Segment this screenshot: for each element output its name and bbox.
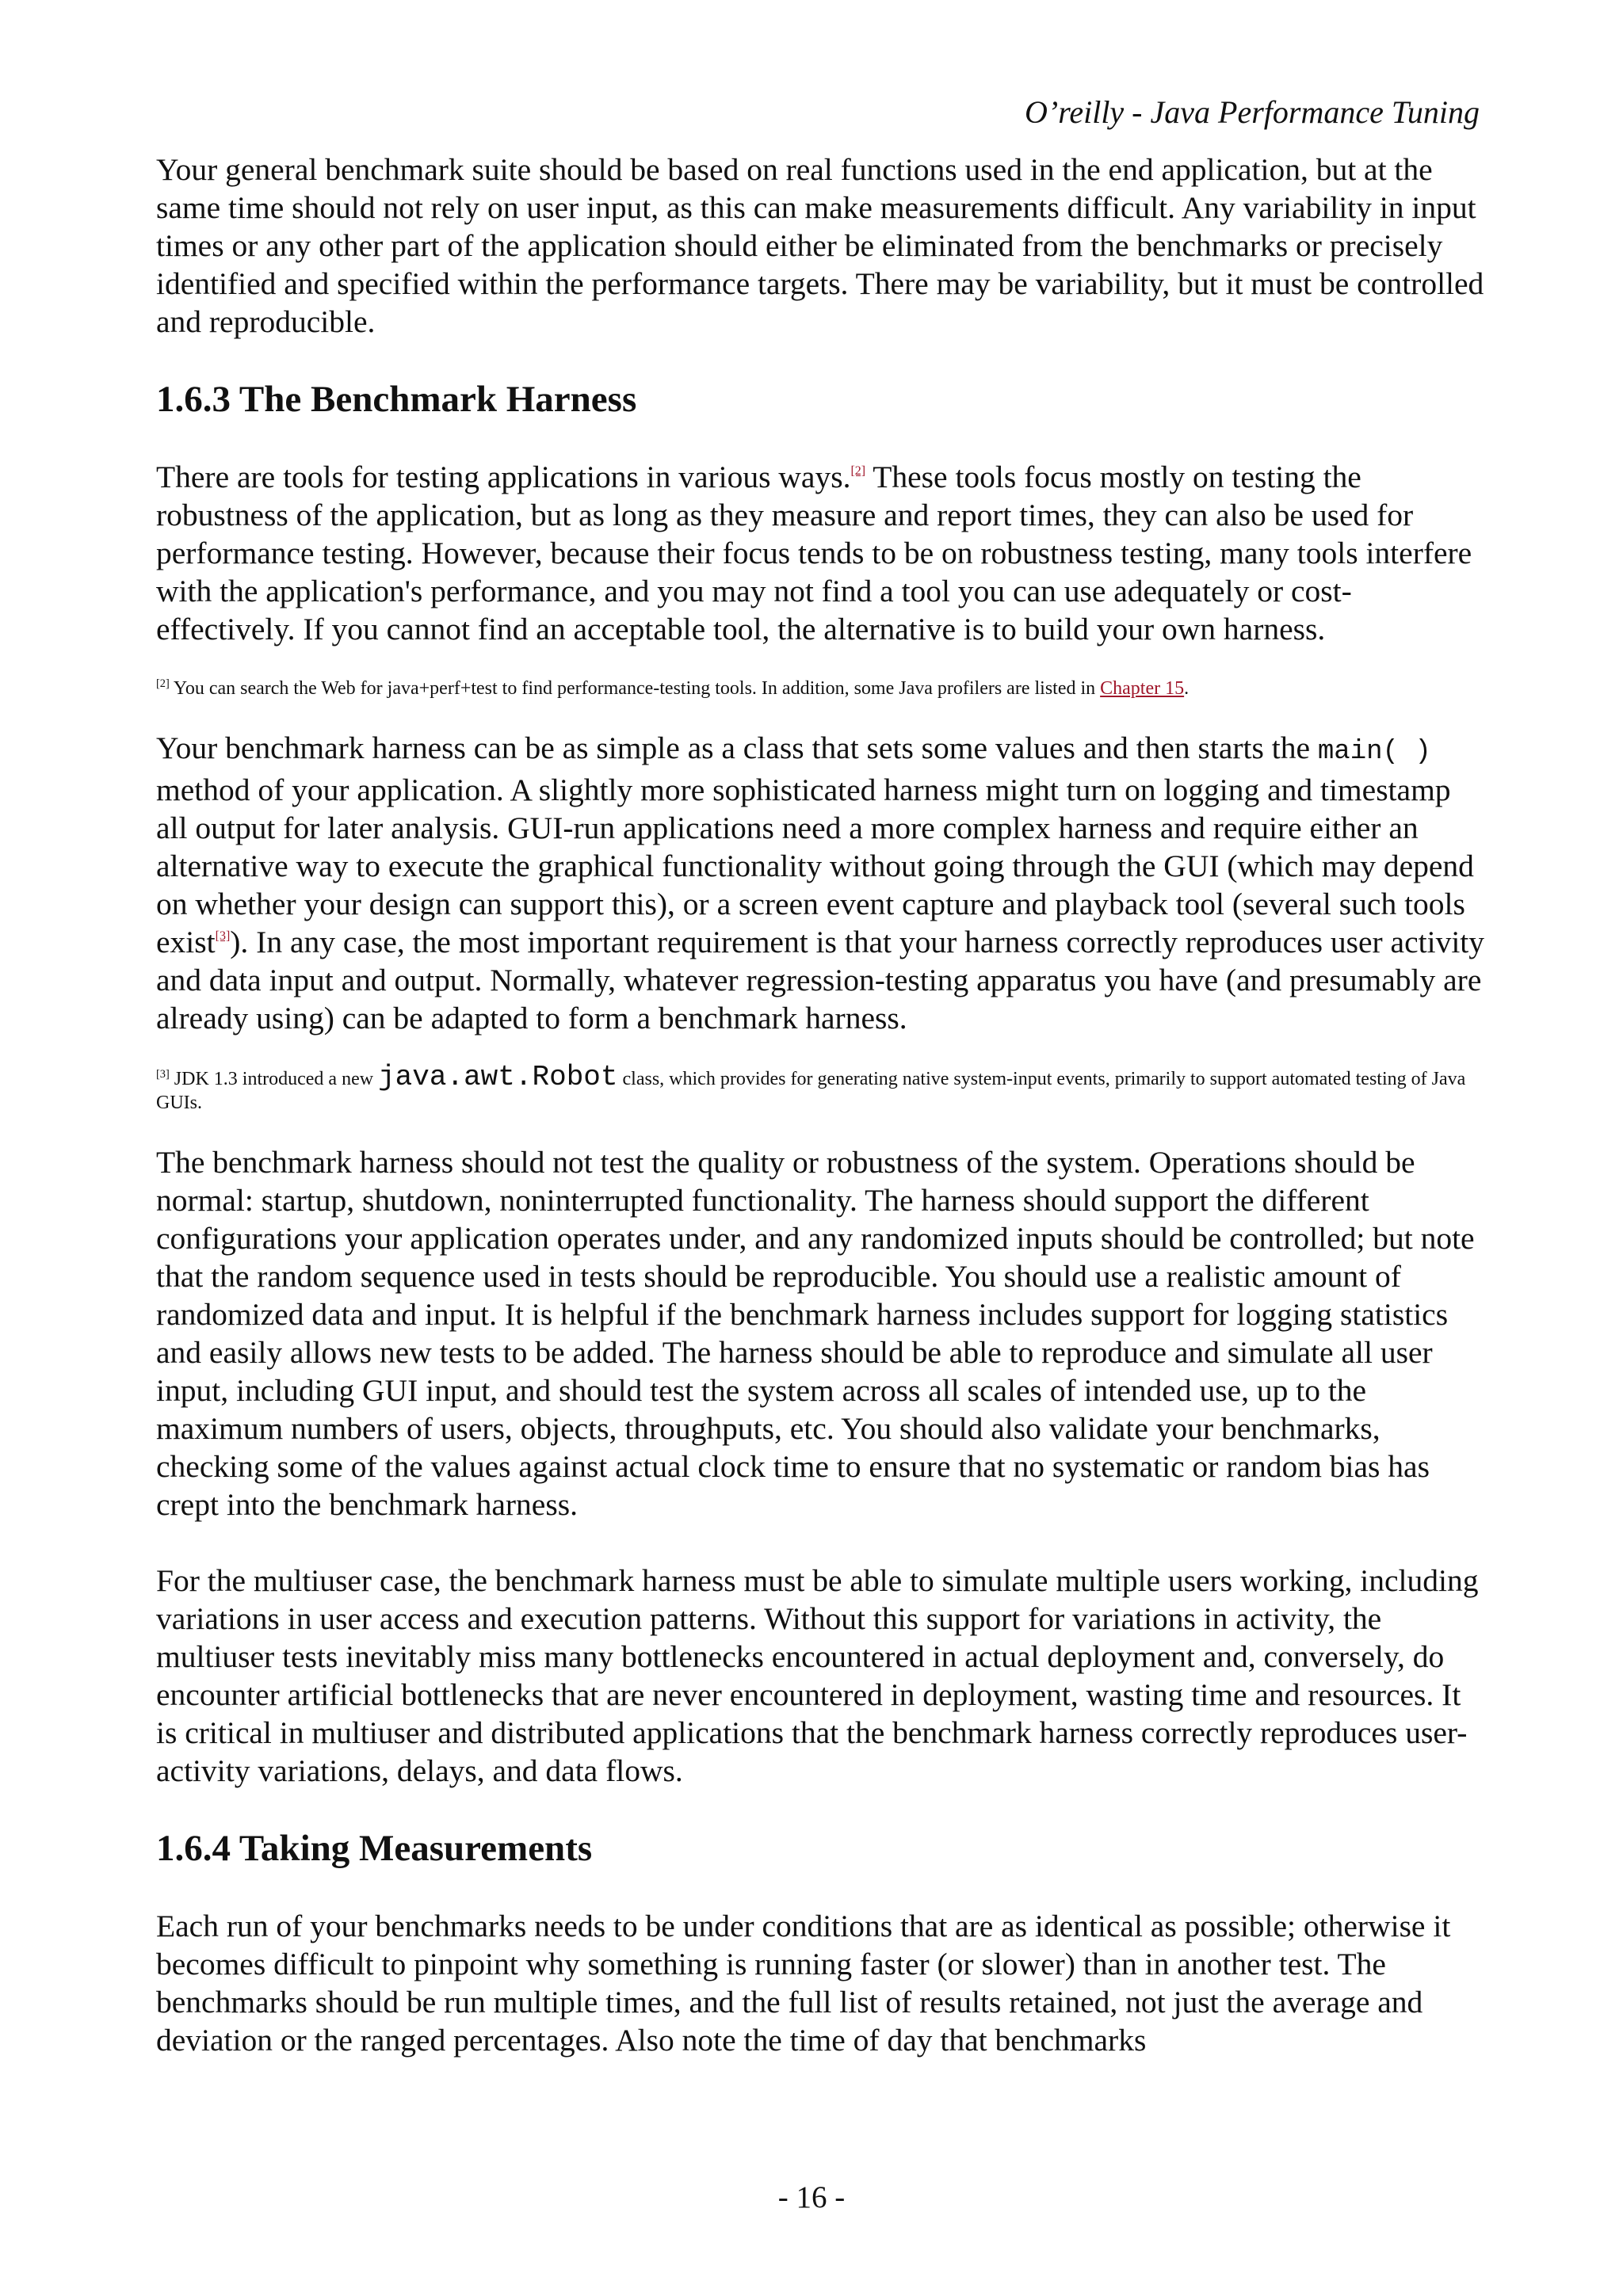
text-span: You can search the Web for java+perf+test to find performance-testing tools. In addition, some Java profilers are listed in [169,678,1101,699]
section-heading-taking-measurements: 1.6.4 Taking Measurements [156,1828,593,1869]
footnote-ref-3[interactable]: [3] [215,929,231,943]
footnote-ref-2[interactable]: [2] [850,464,866,478]
paragraph-multiuser: For the multiuser case, the benchmark harness must be able to simulate multiple users working, including variations in user access and execution patterns. Without this support for variations in activity, the multiuser tests inevitably miss many bottlenecks encountered in actual deployment and, conversely, do encounter artificial bottlenecks that are never encountered in deployment, wasting time and resources. It is critical in multiuser and distributed applications that the benchmark harness correctly reproduces user-activity variations, delays, and data flows. [156,1563,1479,1788]
footnote-3 [156,1061,1487,1115]
page-content [156,151,1487,2059]
chapter-15-link[interactable]: Chapter 15 [1100,678,1185,699]
paragraph-benchmark-suite: Your general benchmark suite should be based on real functions used in the end application, but at the same time should not rely on user input, as this can make measurements difficult. Any variability in input times or any other part of the application should either be eliminated from the benchmarks or precisely identified and specified within the performance targets. There may be variability, but it must be controlled and reproducible. [156,152,1484,339]
paragraph-harness-simple [156,729,1487,1037]
text-span: These tools focus mostly on testing the robustness of the application, but as long as they measure and report times, they can also be used for performance testing. However, because their focus tends to be on robustness testing, many tools interfere with the application's performance, and you may not find a tool you can use adequately or cost-effectively. If you cannot find an acceptable tool, the alternative is to build your own harness. [156,460,1472,646]
footnote-2 [156,677,1487,700]
code-main: main( ) [1317,737,1431,767]
code-robot: java.awt.Robot [378,1061,618,1093]
footnote-mark: [3] [156,1068,170,1081]
section-heading-benchmark-harness: 1.6.3 The Benchmark Harness [156,379,637,420]
text-span: ). In any case, the most important requirement is that your harness correctly reproduces user activity and data input and output. Normally, whatever regression-testing apparatus you have (and presumably are already using) can be adapted to form a benchmark harness. [156,925,1485,1035]
footnote-mark: [2] [156,677,170,690]
text-span: . [1184,678,1190,699]
text-span: Your benchmark harness can be as simple as a class that sets some values and then starts the [156,730,1318,765]
text-span: method of your application. A slightly more sophisticated harness might turn on logging and timestamp all output for later analysis. GUI-run applications need a more complex harness and require either an alternative way to execute the graphical functionality without going through the GUI (which may depend on whether your design can support this), or a screen event capture and playback tool (several such tools exist [156,772,1474,959]
paragraph-measurements: Each run of your benchmarks needs to be under conditions that are as identical as possible; otherwise it becomes difficult to pinpoint why something is running faster (or slower) than in another test. The benchmarks should be run multiple times, and the full list of results retained, not just the average and deviation or the ranged percentages. Also note the time of day that benchmarks [156,1909,1451,2058]
text-span: JDK 1.3 introduced a new [169,1069,379,1089]
text-span: class, which provides for generating native system-input events, primarily to support automated testing of Java GUIs. [156,1069,1466,1113]
text-span: There are tools for testing applications in various ways. [156,460,851,494]
paragraph-harness-quality: The benchmark harness should not test the quality or robustness of the system. Operations should be normal: startup, shutdown, noninterrupted functionality. The harness should support the different configurations your application operates under, and any randomized inputs should be controlled; but note that the random sequence used in tests should be reproducible. You should use a realistic amount of randomized data and input. It is helpful if the benchmark harness includes support for logging statistics and easily allows new tests to be added. The harness should be able to reproduce and simulate all user input, including GUI input, and should test the system across all scales of intended use, up to the maximum numbers of users, objects, throughputs, etc. You should also validate your benchmarks, checking some of the values against actual clock time to ensure that no systematic or random bias has crept into the benchmark harness. [156,1145,1475,1522]
paragraph-testing-tools [156,458,1487,648]
page-number: - 16 - [777,2180,846,2214]
running-header: O’reilly - Java Performance Tuning [1025,94,1480,130]
